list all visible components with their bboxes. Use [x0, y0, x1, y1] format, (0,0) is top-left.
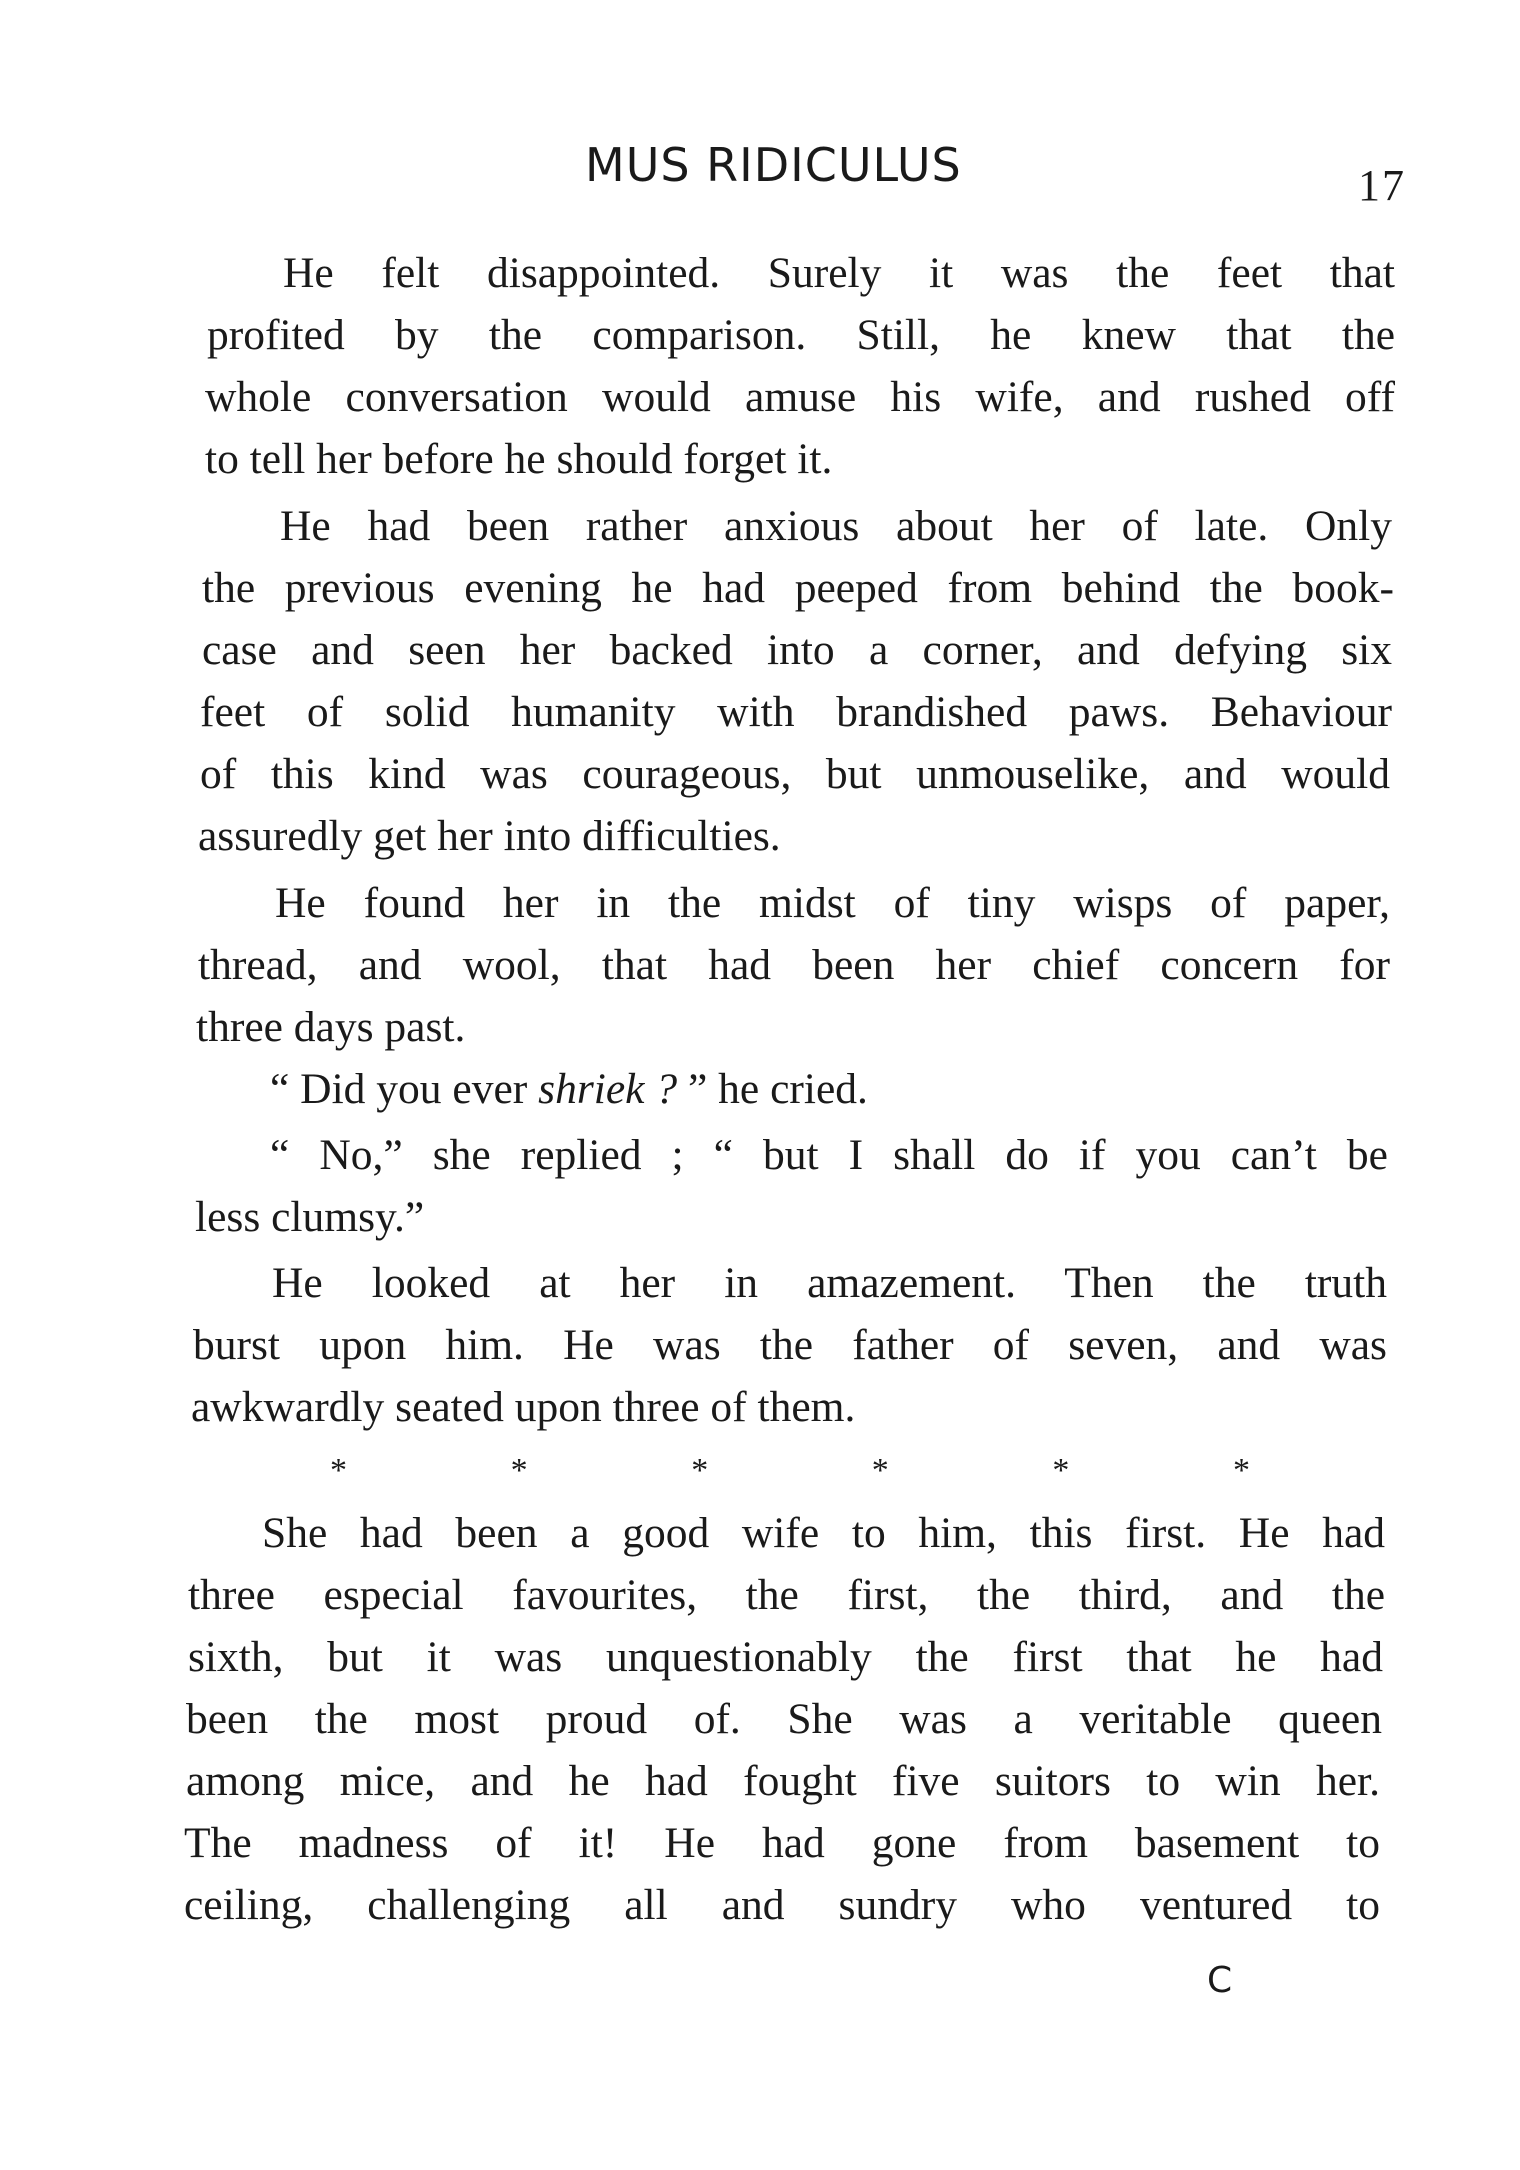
italic-word: shriek ?: [538, 1065, 678, 1113]
asterisk: *: [330, 1452, 347, 1489]
text-line: whole conversation would amuse his wife, and rushed off: [205, 373, 1395, 421]
running-title: MUS RIDICULUS: [585, 138, 962, 192]
text-line: “ No,” she replied ; “ but I shall do if you can’t be: [270, 1131, 1388, 1179]
asterisk: *: [1052, 1452, 1070, 1489]
text-line: of this kind was courageous, but unmouselike, and would: [200, 750, 1390, 798]
section-break: [330, 1452, 1250, 1490]
text-line: the previous evening he had peeped from behind the book-: [202, 564, 1394, 612]
text-line: He had been rather anxious about her of late. Only: [280, 502, 1392, 550]
asterisk: *: [510, 1452, 528, 1489]
text-line: ceiling, challenging all and sundry who ventured to: [184, 1881, 1380, 1929]
text-line: profited by the comparison. Still, he knew that the: [207, 311, 1395, 359]
text-line: three especial favourites, the first, the third, and the: [188, 1571, 1385, 1619]
text-line: assuredly get her into difficulties.: [198, 812, 781, 860]
text-line: been the most proud of. She was a veritable queen: [186, 1695, 1382, 1743]
dialogue-close: ” he cried.: [677, 1065, 868, 1113]
text-line: among mice, and he had fought five suitors to win her.: [186, 1757, 1380, 1805]
text-line: The madness of it! He had gone from basement to: [184, 1819, 1380, 1867]
text-line: He found her in the midst of tiny wisps of paper,: [275, 879, 1390, 927]
text-line: to tell her before he should forget it.: [205, 435, 833, 483]
text-line: case and seen her backed into a corner, and defying six: [202, 626, 1392, 674]
text-line: He looked at her in amazement. Then the truth: [272, 1259, 1387, 1307]
page-number: 17: [1358, 161, 1406, 210]
text-line: sixth, but it was unquestionably the first that he had: [188, 1633, 1383, 1681]
text-line: thread, and wool, that had been her chief concern for: [198, 941, 1390, 989]
text-line: feet of solid humanity with brandished paws. Behaviour: [200, 688, 1392, 736]
signature-mark: C: [1207, 1960, 1233, 2001]
text-line: She had been a good wife to him, this first. He had: [262, 1509, 1385, 1557]
text-line: less clumsy.”: [195, 1193, 425, 1241]
text-line: awkwardly seated upon three of them.: [191, 1383, 856, 1431]
text-line: He felt disappointed. Surely it was the feet that: [283, 249, 1395, 297]
text-line: three days past.: [196, 1003, 466, 1051]
text-line-dialogue: [270, 1065, 868, 1113]
dialogue-open: “ Did you ever: [270, 1065, 539, 1113]
asterisk: *: [691, 1452, 709, 1489]
asterisk: *: [1232, 1452, 1250, 1489]
asterisk: *: [871, 1452, 889, 1489]
text-line: burst upon him. He was the father of seven, and was: [193, 1321, 1387, 1369]
